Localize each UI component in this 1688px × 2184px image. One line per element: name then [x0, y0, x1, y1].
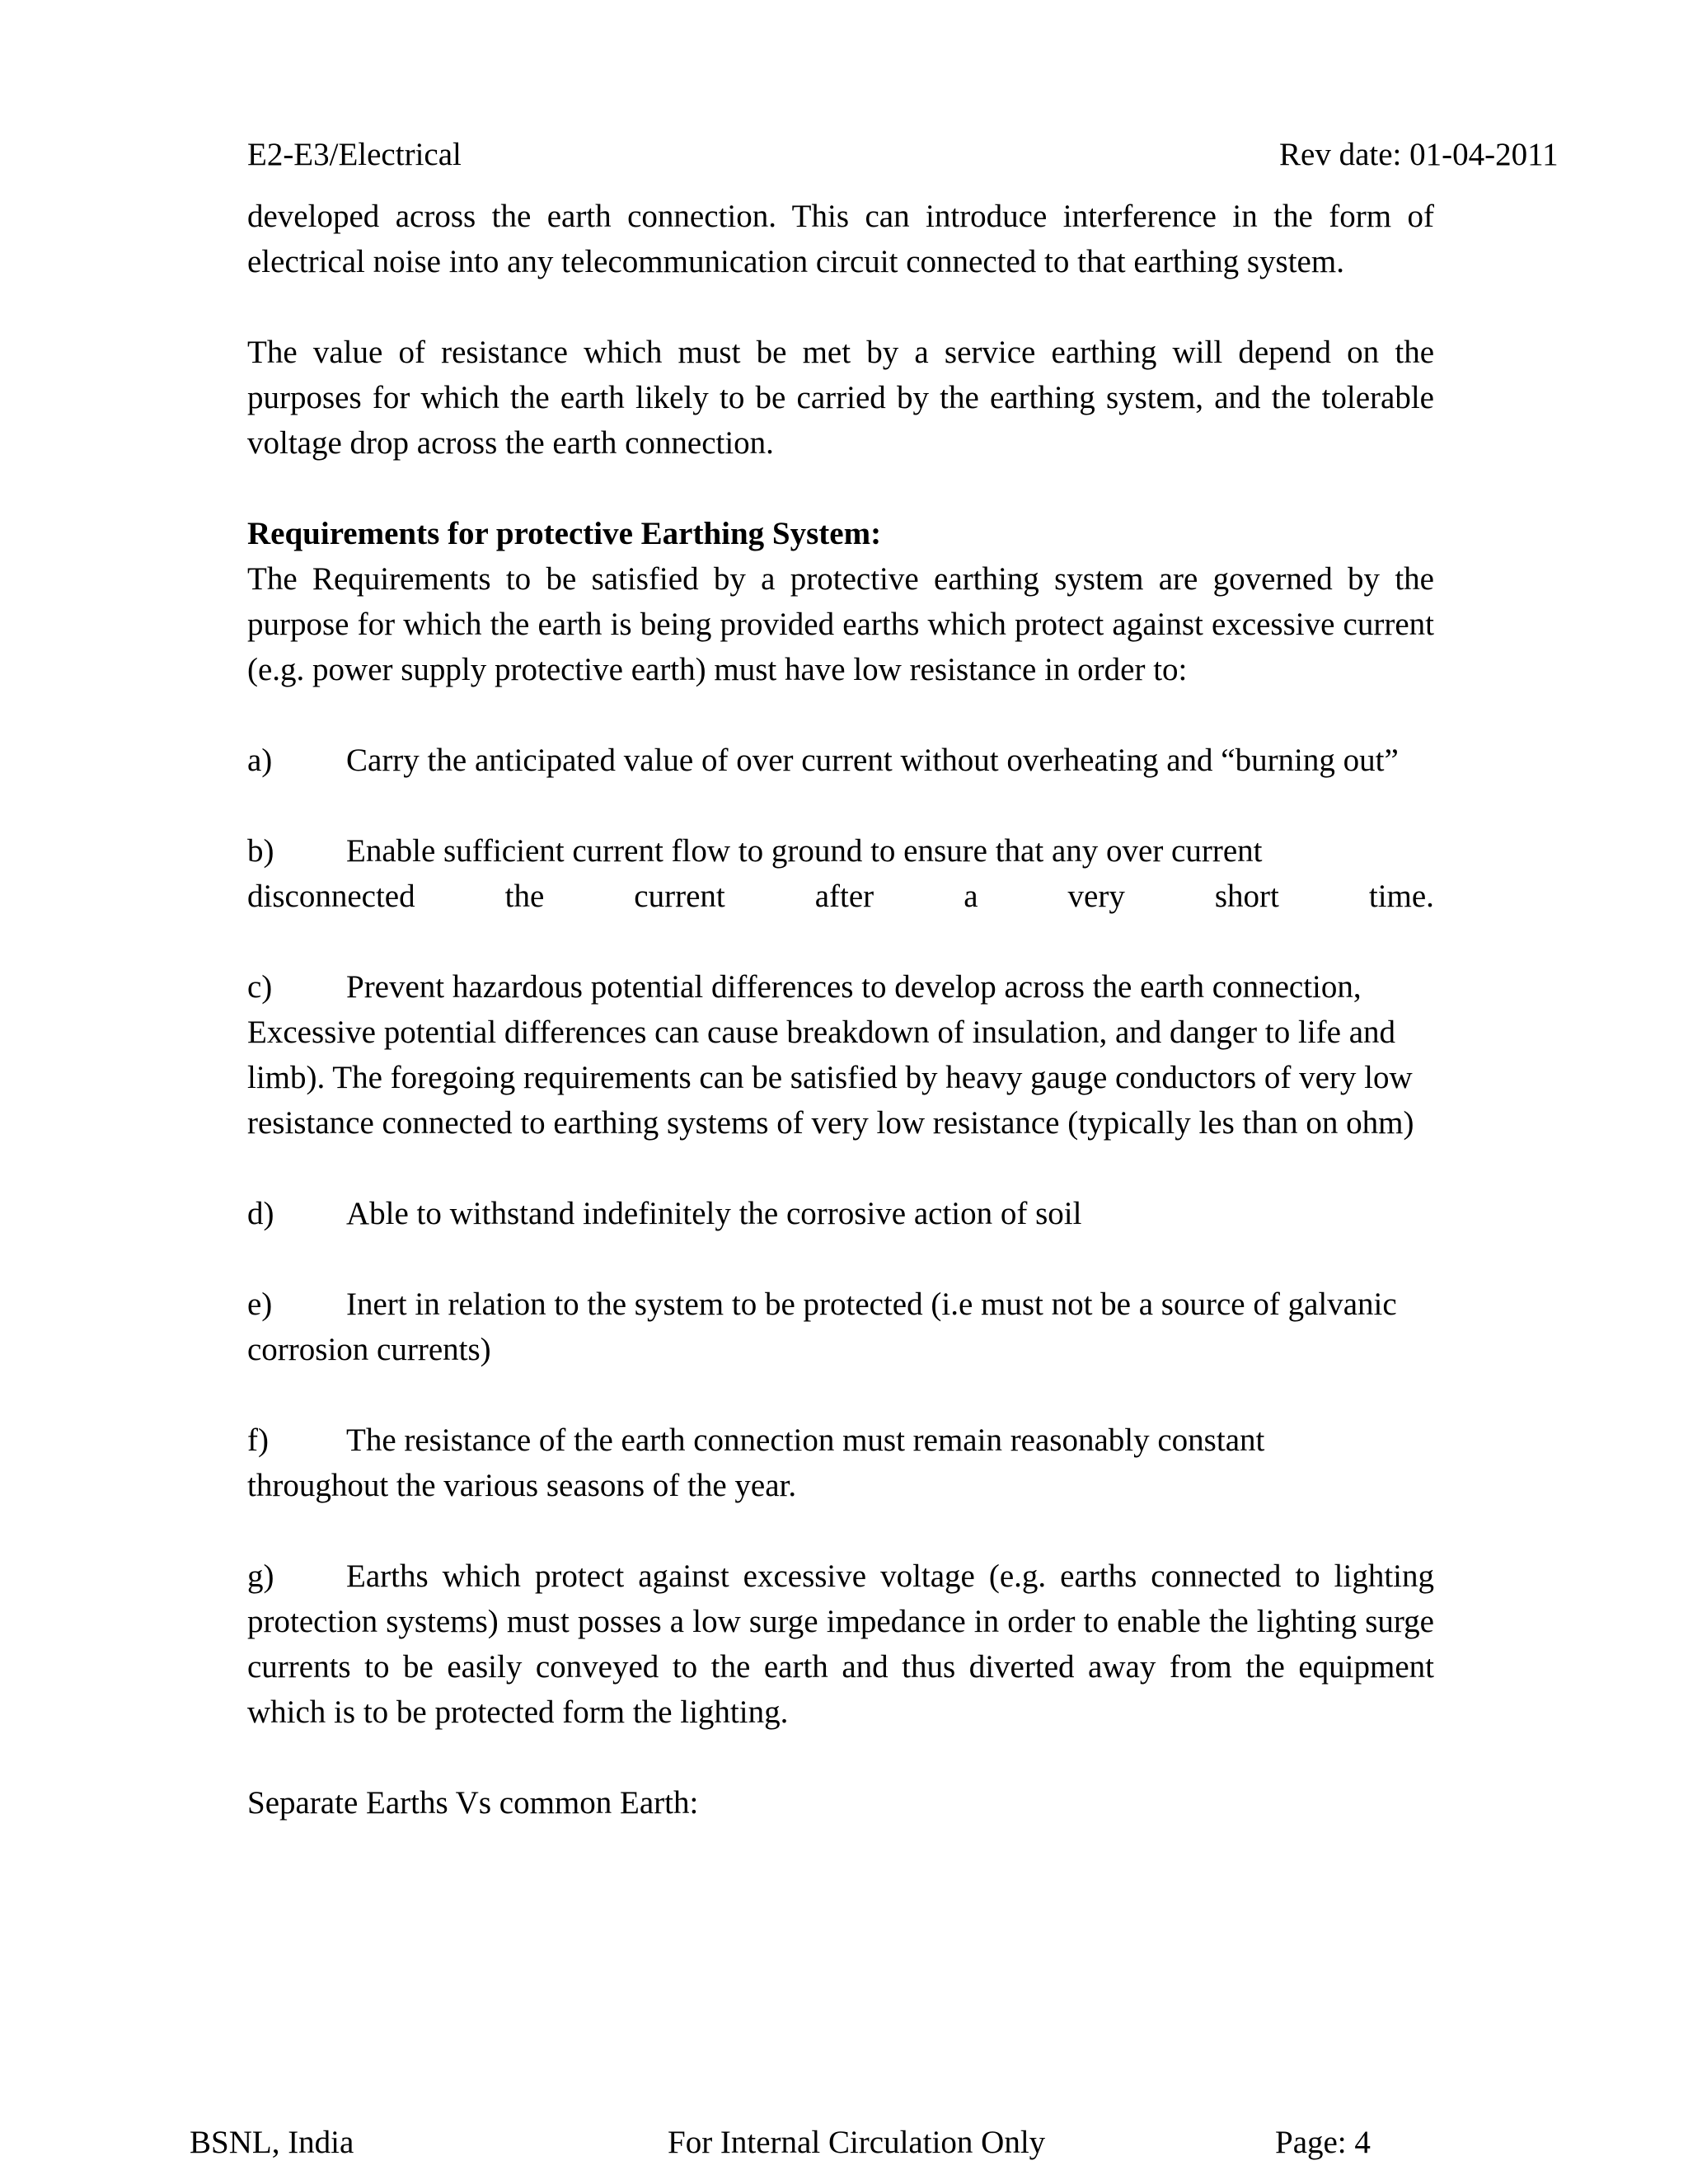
- word: after: [814, 879, 874, 914]
- list-item-g: [247, 1554, 1434, 1735]
- list-text: Inert in relation to the system to be protected (i.e must not be a source of galvanic corrosion currents): [247, 1286, 1397, 1367]
- list-item-d: [247, 1191, 1434, 1236]
- list-item-b-line2: [247, 874, 1434, 919]
- word: the: [504, 879, 545, 914]
- list-item-f: [247, 1418, 1302, 1508]
- word: very: [1067, 879, 1125, 914]
- list-text: Prevent hazardous potential differences to develop across the earth connection, Excessive potential differences can cause breakdown of insulation, and danger to life and limb). The foregoing requirements can be satisfied by heavy gauge conductors of very low resistance connected to earthing systems of very low resistance (typically les than on ohm): [247, 969, 1414, 1141]
- paragraph-service-earthing: The value of resistance which must be met by a service earthing will depend on the purposes for which the earth likely to be carried by the earthing system, and the tolerable voltage drop across the earth connection.: [247, 335, 1434, 461]
- list-text: Able to withstand indefinitely the corrosive action of soil: [346, 1196, 1082, 1231]
- paragraph-continuation: developed across the earth connection. This can introduce interference in the form of electrical noise into any telecommunication circuit connected to that earthing system.: [247, 199, 1434, 279]
- list-label: a): [247, 743, 273, 778]
- list-label: g): [247, 1558, 274, 1594]
- list-item-e: [247, 1282, 1434, 1372]
- list-item-b: [247, 828, 1434, 874]
- footer-page-number: Page: 4: [1275, 2125, 1371, 2160]
- list-text: Carry the anticipated value of over current without overheating and “burning out”: [346, 743, 1399, 778]
- word: a: [964, 879, 978, 914]
- list-label: e): [247, 1286, 273, 1322]
- list-item-a: [247, 738, 1434, 783]
- word: short: [1214, 879, 1279, 914]
- footer-circulation-note: For Internal Circulation Only: [668, 2125, 1046, 2160]
- closing-subheading: Separate Earths Vs common Earth:: [247, 1785, 699, 1821]
- list-item-c: [247, 964, 1434, 1146]
- paragraph-requirements: The Requirements to be satisfied by a protective earthing system are governed by the purpose for which the earth is being provided earths which protect against excessive current (e.g. power supply protective earth) must have low resistance in order to:: [247, 561, 1434, 687]
- word: time.: [1368, 879, 1434, 914]
- list-text: Enable sufficient current flow to ground to ensure that any over current: [346, 833, 1263, 869]
- body-text: [247, 194, 1434, 1825]
- list-text: Earths which protect against excessive voltage (e.g. earths connected to lighting protection systems) must posses a low surge impedance in order to enable the lighting surge currents to be easily conveyed to the earth and thus diverted away from the equipment which is to be protected form the lighting.: [247, 1558, 1434, 1730]
- word: disconnected: [247, 879, 415, 914]
- word: current: [634, 879, 725, 914]
- list-label: f): [247, 1422, 269, 1458]
- list-text: The resistance of the earth connection must remain reasonably constant throughout the various seasons of the year.: [247, 1422, 1265, 1503]
- list-label: d): [247, 1196, 274, 1231]
- header-doc-code: E2-E3/Electrical: [247, 137, 462, 172]
- footer-organization: BSNL, India: [190, 2125, 354, 2160]
- list-label: b): [247, 833, 274, 869]
- section-heading: Requirements for protective Earthing System:: [247, 516, 882, 551]
- list-label: c): [247, 969, 273, 1005]
- header-rev-date: Rev date: 01-04-2011: [1279, 137, 1559, 172]
